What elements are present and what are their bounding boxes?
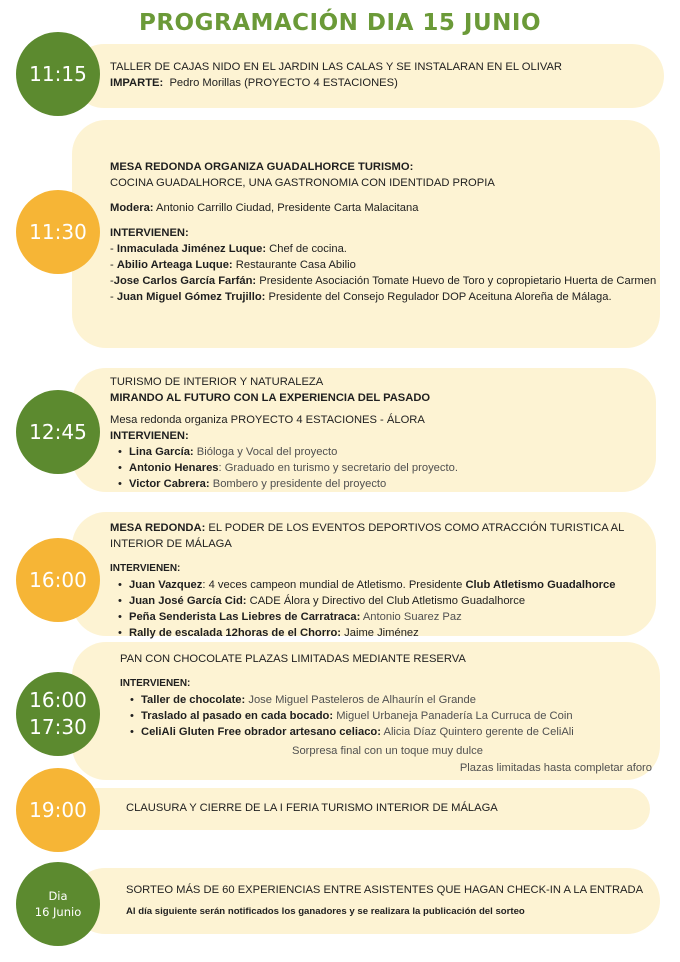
- time-badge-1900: [16, 768, 100, 852]
- event-card-1115: [72, 44, 664, 108]
- event-card-1245: [72, 368, 656, 492]
- date-label-date: 16 Junio: [34, 905, 82, 919]
- event-description: TALLER DE CAJAS NIDO EN EL JARDIN LAS CALAS Y SE INSTALARAN EN EL OLIVAR: [110, 61, 562, 73]
- time-label: 12:45: [29, 419, 87, 444]
- event-description: SORTEO MÁS DE 60 EXPERIENCIAS ENTRE ASISTENTES QUE HAGAN CHECK-IN A LA ENTRADA: [126, 884, 644, 896]
- intervienen-label: INTERVIENEN:: [120, 678, 191, 689]
- event-heading-line2: INTERIOR DE MÁLAGA: [110, 538, 232, 550]
- event-card-1600-1730: [72, 642, 660, 780]
- imparte-value: Pedro Morillas (PROYECTO 4 ESTACIONES): [169, 77, 398, 89]
- time-label-start: 16:00: [29, 688, 87, 712]
- time-badge-1600: [16, 538, 100, 622]
- event-card-1130: [72, 120, 660, 348]
- time-badge-1245: [16, 390, 100, 474]
- speaker-row: • Antonio Henares: Graduado en turismo y secretario del proyecto.: [118, 460, 656, 476]
- speaker-row: • Juan Vazquez: 4 veces campeon mundial de Atletismo. Presidente Club Atletismo Guadalhorce: [118, 577, 656, 593]
- event-card-1900: [72, 788, 650, 830]
- speaker-row: • Victor Cabrera: Bombero y presidente del proyecto: [118, 476, 656, 492]
- speaker-row: • Juan José García Cid: CADE Álora y Directivo del Club Atletismo Guadalhorce: [118, 593, 656, 609]
- imparte-label: IMPARTE:: [110, 77, 164, 89]
- time-label: 11:15: [29, 61, 87, 86]
- time-label: 19:00: [29, 797, 87, 822]
- speaker-row: • Lina García: Bióloga y Vocal del proyecto: [118, 444, 656, 460]
- surprise-note: Sorpresa final con un toque muy dulce: [292, 745, 483, 757]
- modera-value: Antonio Carrillo Ciudad, Presidente Carta Malacitana: [156, 202, 419, 214]
- speaker-row: • Peña Senderista Las Liebres de Carratraca: Antonio Suarez Paz: [118, 609, 656, 625]
- intervienen-label: INTERVIENEN:: [110, 430, 189, 442]
- speaker-row: • Traslado al pasado en cada bocado: Miguel Urbaneja Panadería La Curruca de Coin: [130, 708, 660, 724]
- limited-seats-note: Plazas limitadas hasta completar aforo: [459, 762, 652, 774]
- speaker-row: -Jose Carlos García Farfán: Presidente Asociación Tomate Huevo de Toro y copropietario Huerta de Carmen: [110, 275, 657, 287]
- intervienen-label: INTERVIENEN:: [110, 227, 189, 239]
- event-subheading: COCINA GUADALHORCE, UNA GASTRONOMIA CON IDENTIDAD PROPIA: [110, 177, 495, 189]
- event-card-16-junio: [72, 868, 660, 934]
- time-badge-1130: [16, 190, 100, 274]
- date-badge-16-junio: [16, 862, 100, 946]
- event-line: TURISMO DE INTERIOR Y NATURALEZA: [110, 376, 324, 388]
- speaker-row: - Abilio Arteaga Luque: Restaurante Casa Abilio: [110, 259, 356, 271]
- event-card-1600: [72, 512, 656, 639]
- event-heading: MESA REDONDA ORGANIZA GUADALHORCE TURISMO:: [110, 161, 414, 173]
- event-heading: EL PODER DE LOS EVENTOS DEPORTIVOS COMO ATRACCIÓN TURISTICA AL: [208, 522, 625, 534]
- event-line: Mesa redonda organiza PROYECTO 4 ESTACIONES - ÁLORA: [110, 414, 425, 426]
- modera-label: Modera:: [110, 202, 154, 214]
- speaker-row: - Inmaculada Jiménez Luque: Chef de cocina.: [110, 243, 347, 255]
- time-label: 16:00: [29, 567, 87, 592]
- time-label: 11:30: [29, 219, 87, 244]
- time-badge-1600-1730: [16, 672, 100, 756]
- intervienen-label: INTERVIENEN:: [110, 563, 181, 574]
- event-note: Al día siguiente serán notificados los ganadores y se realizara la publicación del sorteo: [126, 906, 525, 917]
- event-heading: PAN CON CHOCOLATE PLAZAS LIMITADAS MEDIANTE RESERVA: [120, 653, 466, 665]
- page-title: PROGRAMACIÓN DIA 15 JUNIO: [138, 10, 541, 36]
- time-label-end: 17:30: [29, 715, 87, 739]
- time-badge-1115: [16, 32, 100, 116]
- event-description: CLAUSURA Y CIERRE DE LA I FERIA TURISMO INTERIOR DE MÁLAGA: [126, 802, 498, 814]
- speaker-row: • Taller de chocolate: Jose Miguel Pasteleros de Alhaurín el Grande: [130, 692, 660, 708]
- speaker-row: - Juan Miguel Gómez Trujillo: Presidente del Consejo Regulador DOP Aceituna Aloreña de Málaga.: [110, 291, 612, 303]
- date-label-day: Dia: [48, 889, 68, 903]
- event-heading: MIRANDO AL FUTURO CON LA EXPERIENCIA DEL PASADO: [110, 392, 431, 404]
- speaker-row: • CeliAli Gluten Free obrador artesano celiaco: Alicia Díaz Quintero gerente de CeliAli: [130, 724, 660, 740]
- speaker-row: • Rally de escalada 12horas de el Chorro: Jaime Jiménez: [118, 625, 656, 641]
- event-heading-bold: MESA REDONDA:: [110, 522, 206, 534]
